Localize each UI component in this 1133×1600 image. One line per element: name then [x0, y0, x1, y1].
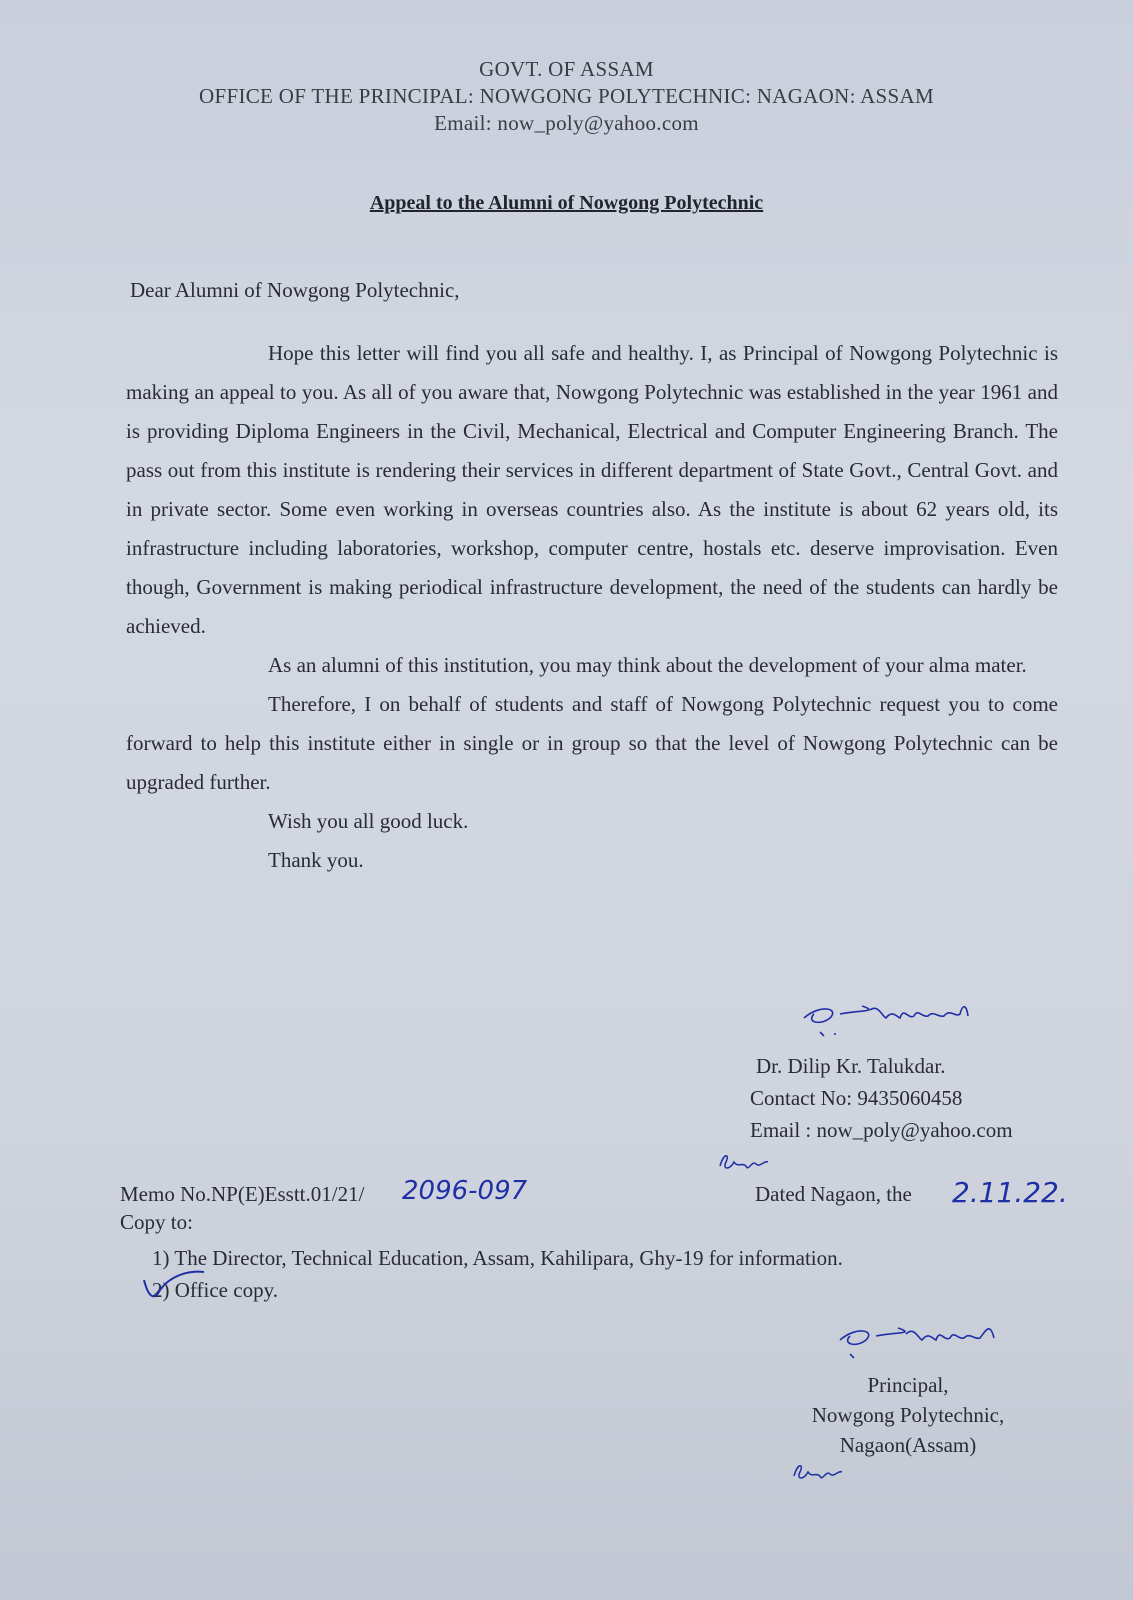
- copy-item: 2) Office copy.: [152, 1278, 278, 1302]
- letter-subject: Appeal to the Alumni of Nowgong Polytechnic: [369, 192, 764, 214]
- signatory-block: [750, 1050, 1013, 1146]
- dated-label: Dated Nagaon, the: [755, 1182, 912, 1206]
- principal-title: Principal,: [867, 1373, 949, 1397]
- letterhead-office: OFFICE OF THE PRINCIPAL: NOWGONG POLYTECHNIC: NAGAON: ASSAM: [199, 84, 934, 108]
- principal-institution: Nowgong Polytechnic,: [811, 1403, 1005, 1427]
- paragraph-wish: Wish you all good luck.: [268, 809, 469, 833]
- signature-2: [836, 1316, 1016, 1366]
- initials-1: [716, 1148, 776, 1178]
- copy-to-list: [152, 1242, 843, 1306]
- signatory-name: Dr. Dilip Kr. Talukdar.: [756, 1054, 946, 1078]
- signatory-contact: Contact No: 9435060458: [750, 1086, 963, 1110]
- memo-number: Memo No.NP(E)Esstt.01/21/: [120, 1182, 365, 1206]
- initials-2: [790, 1456, 850, 1490]
- paragraph-thanks: Thank you.: [268, 848, 364, 872]
- principal-location: Nagaon(Assam): [839, 1433, 977, 1457]
- handwritten-date: 2.11.22.: [952, 1176, 1068, 1209]
- signatory-email: Email : now_poly@yahoo.com: [750, 1118, 1013, 1142]
- memo-handwritten-number: 2096-097: [402, 1176, 528, 1206]
- paragraph-request: Therefore, I on behalf of students and staff of Nowgong Polytechnic request you to come forward to help this institute either in single or in group so that the level of Nowgong Polytechnic can be upgraded further.: [126, 692, 1058, 794]
- paragraph-intro: Hope this letter will find you all safe and healthy. I, as Principal of Nowgong Polytechnic is making an appeal to you. As all of you aware that, Nowgong Polytechnic was established in the year 1961 and is providing Diploma Engineers in the Civil, Mechanical, Electrical and Computer Engineering Branch. The pass out from this institute is rendering their services in different department of State Govt., Central Govt. and in private sector. Some even working in overseas countries also. As the institute is about 62 years old, its infrastructure including laboratories, workshop, computer centre, hostals etc. deserve improvisation. Even though, Government is making periodical infrastructure development, the need of the students can hardly be achieved.: [126, 341, 1058, 638]
- copy-item: 1) The Director, Technical Education, Assam, Kahilipara, Ghy-19 for information.: [152, 1246, 843, 1270]
- paragraph-alumni: As an alumni of this institution, you may think about the development of your alma mater.: [268, 653, 1027, 677]
- tick-mark: [140, 1266, 210, 1306]
- letterhead: [0, 56, 1133, 137]
- letter-body: [126, 334, 1058, 880]
- copy-to-label: Copy to:: [120, 1210, 193, 1234]
- principal-block: [793, 1370, 1023, 1460]
- salutation: Dear Alumni of Nowgong Polytechnic,: [130, 278, 460, 302]
- letterhead-govt: GOVT. OF ASSAM: [479, 57, 654, 81]
- signature-1: [800, 996, 990, 1046]
- letterhead-email: Email: now_poly@yahoo.com: [434, 111, 699, 135]
